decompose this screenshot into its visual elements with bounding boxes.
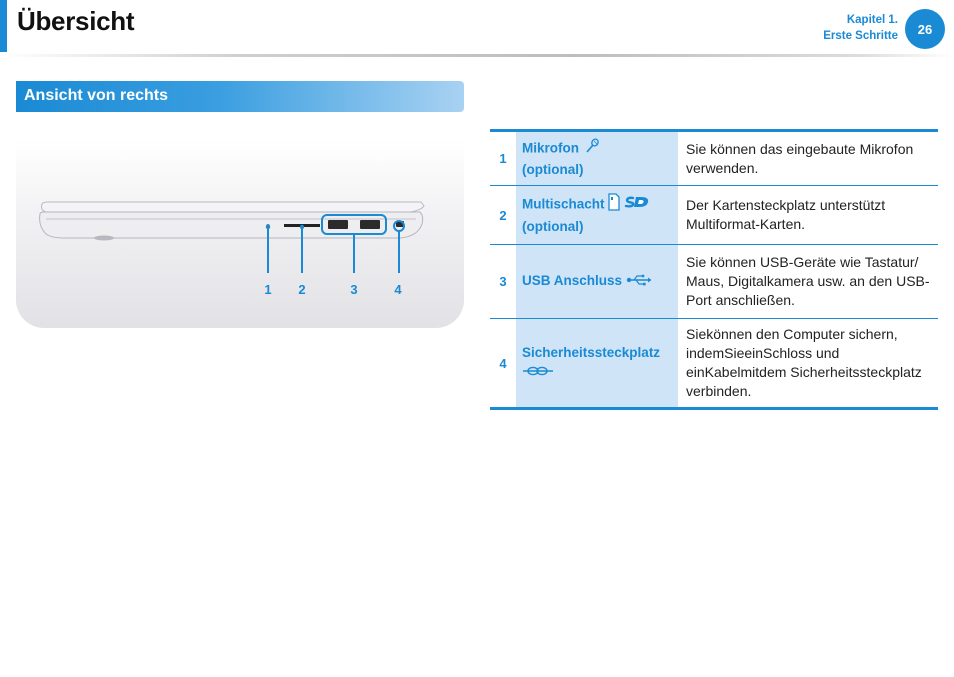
usb-port-1 (328, 220, 348, 229)
row-number: 1 (490, 131, 516, 186)
port-name-note: (optional) (522, 161, 584, 177)
port-name-note: (optional) (522, 219, 584, 234)
row-number: 3 (490, 245, 516, 319)
port-description: Sie können USB-Geräte wie Tastatur/ Maus, Digitalkamera usw. an den USB-Port anschließen. (678, 245, 938, 319)
table-row (490, 131, 938, 186)
chapter-title: Erste Schritte (823, 30, 898, 42)
chapter-number: Kapitel 1. (846, 14, 898, 26)
callout-number-3: 3 (350, 282, 358, 297)
port-name: Multischacht (522, 196, 605, 212)
usb-port-2 (360, 220, 380, 229)
callout-dot-1 (266, 225, 270, 229)
memory-card-icon (608, 193, 620, 217)
chapter-label (823, 12, 898, 44)
port-name: Mikrofon (522, 140, 579, 156)
row-number: 4 (499, 355, 507, 371)
callout-number-1: 1 (264, 282, 272, 297)
port-description-table (490, 129, 938, 410)
port-description: Siekönnen den Computer sichern, indemSieeinSchloss und einKabelmitdem Sicherheitssteckplatz verbinden. (686, 326, 922, 399)
callout-dot-2 (300, 225, 304, 229)
page-title: Übersicht (17, 6, 135, 36)
section-title: Ansicht von rechts (24, 87, 169, 104)
table-row (490, 319, 938, 409)
port-name: Sicherheitssteckplatz (522, 344, 661, 360)
section-header (16, 81, 464, 112)
port-name-cell (516, 245, 678, 319)
microphone-icon (583, 138, 601, 160)
laptop-lid (42, 202, 425, 212)
page-number-badge: 26 (905, 9, 945, 49)
sd-card-icon (624, 195, 650, 215)
table-row (490, 186, 938, 245)
port-name-cell (516, 186, 678, 245)
port-name: USB Anschluss (522, 273, 623, 289)
laptop-foot (94, 236, 114, 241)
laptop-right-view-figure (16, 140, 464, 328)
security-lock-icon (522, 363, 554, 383)
laptop-illustration (16, 140, 464, 328)
port-description: Der Kartensteckplatz unterstützt Multiformat-Karten. (678, 186, 938, 245)
port-name-cell (516, 131, 678, 186)
header-accent-bar (0, 0, 7, 52)
laptop-edge-highlight (46, 218, 416, 220)
row-number: 2 (490, 186, 516, 245)
callout-number-4: 4 (394, 282, 402, 297)
callout-number-2: 2 (298, 282, 306, 297)
table-row (490, 245, 938, 319)
port-name-cell (516, 319, 678, 409)
header-divider (0, 54, 954, 57)
usb-icon (626, 272, 652, 292)
port-description: Sie können das eingebaute Mikrofon verwenden. (678, 131, 938, 186)
